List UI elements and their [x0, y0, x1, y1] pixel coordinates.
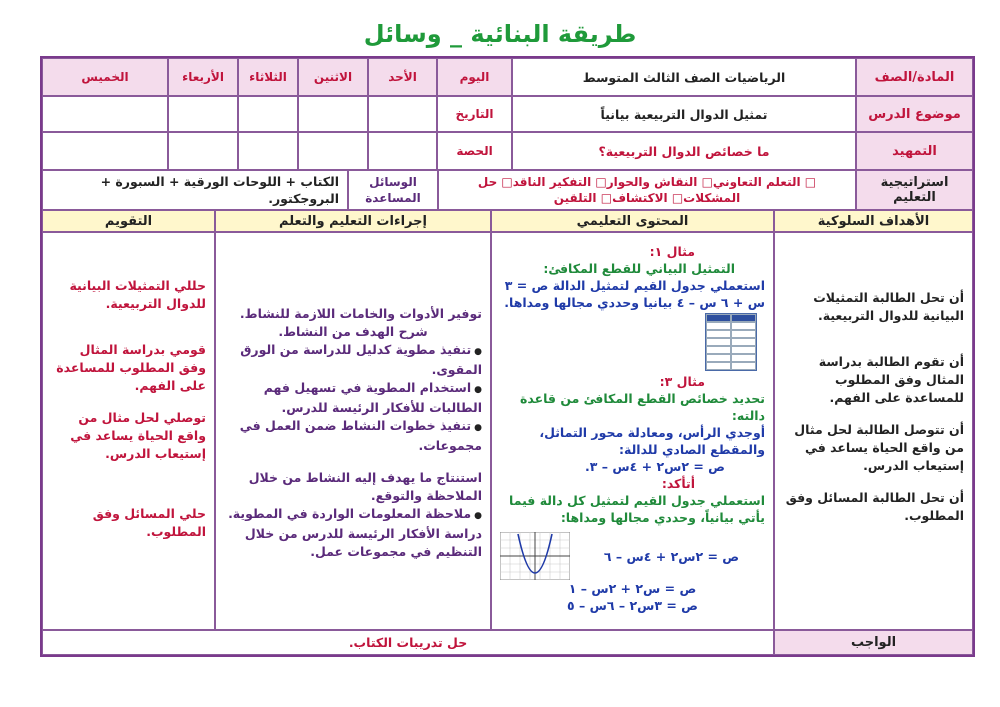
confirm-title: أتأكد: — [661, 476, 695, 491]
content-column — [491, 232, 774, 630]
evaluation-column — [42, 232, 215, 630]
procedure-bullet — [224, 505, 482, 525]
period-cell-wednesday[interactable] — [168, 132, 238, 170]
day-sunday: الأحد — [368, 58, 437, 96]
objective-item: أن تحل الطالبة المسائل وفق المطلوب. — [785, 490, 964, 523]
lesson-plan-sheet — [40, 56, 975, 657]
evaluation-item: حلي المسائل وفق المطلوب. — [92, 506, 206, 539]
procedure-bullet-text: ملاحظة المعلومات الواردة في المطوية. — [228, 506, 472, 521]
subject-label: المادة/الصف — [856, 58, 973, 96]
example1-title: مثال ١: — [649, 244, 695, 259]
confirm-text: استعملي جدول القيم لتمثيل كل دالة فيما يأتي بيانياً، وحددي مجالها ومداها: — [509, 493, 765, 525]
procedure-bullet-text: استخدام المطوية في تسهيل فهم الطالبات للأفكار الرئيسة للدرس. — [263, 380, 482, 415]
objective-item: أن تقوم الطالبة بدراسة المثال وفق المطلوب للمساعدة على الفهم. — [818, 354, 964, 405]
date-label: التاريخ — [437, 96, 512, 132]
day-thursday: الخميس — [42, 58, 168, 96]
aids-value: الكتاب + اللوحات الورقية + السبورة + البروجكتور. — [42, 170, 348, 210]
topic-label: موضوع الدرس — [856, 96, 973, 132]
example1-subtitle: التمثيل البياني للقطع المكافئ: — [543, 261, 735, 276]
col-procedures-header: إجراءات التعليم والتعلم — [215, 210, 491, 232]
confirm-equation-1: ص = ٢س٢ + ٤س – ٦ — [603, 549, 740, 564]
example3-title: مثال ٣: — [659, 374, 705, 389]
evaluation-item: حللي التمثيلات البيانية للدوال التربيعية. — [69, 278, 206, 311]
day-label: اليوم — [437, 58, 512, 96]
objective-item: أن تحل الطالبة التمثيلات البيانية للدوال التربيعية. — [813, 290, 964, 323]
topic-value: تمثيل الدوال التربيعية بيانياً — [512, 96, 856, 132]
strategy-label: استراتيجية التعليم — [856, 170, 973, 210]
subject-value: الرياضيات الصف الثالث المتوسط — [512, 58, 856, 96]
evaluation-item: توصلي لحل مثال من واقع الحياة يساعد في إستيعاب الدرس. — [70, 410, 206, 461]
homework-label: الواجب — [774, 630, 973, 655]
day-tuesday: الثلاثاء — [238, 58, 298, 96]
aids-label: الوسائل المساعدة — [348, 170, 438, 210]
objective-item: أن تتوصل الطالبة لحل مثال من واقع الحياة يساعد في إستيعاب الدرس. — [794, 422, 964, 473]
procedure-item: توفير الأدوات والخامات اللازمة للنشاط. — [239, 306, 482, 321]
procedure-bullet-text: تنفيذ مطوية كدليل للدراسة من الورق المقوى. — [240, 342, 482, 377]
date-cell-wednesday[interactable] — [168, 96, 238, 132]
day-wednesday: الأربعاء — [168, 58, 238, 96]
period-label: الحصة — [437, 132, 512, 170]
date-cell-monday[interactable] — [298, 96, 368, 132]
example3-subtitle: تحديد خصائص القطع المكافئ من قاعدة دالته: — [519, 391, 765, 423]
day-monday: الاثنين — [298, 58, 368, 96]
values-table-image — [705, 313, 757, 371]
strategy-value: □ التعلم التعاوني□ النقاش والحوار□ التفكير الناقد□ حل المشكلات□ الاكتشاف□ التلقين — [438, 170, 856, 210]
procedure-item: استنتاج ما يهدف إليه النشاط من خلال الملاحظة والتوقع. — [248, 470, 482, 503]
col-objectives-header: الأهداف السلوكية — [774, 210, 973, 232]
date-cell-tuesday[interactable] — [238, 96, 298, 132]
procedure-bullet — [224, 379, 482, 417]
homework-value: حل تدريبات الكتاب. — [42, 630, 774, 655]
example1-text: استعملي جدول القيم لتمثيل الدالة ص = ٣ س + ٦ س – ٤ بيانيا وحددي مجالها ومداها. — [504, 278, 765, 310]
procedure-bullet — [224, 341, 482, 379]
procedure-bullet-text: تنفيذ خطوات النشاط ضمن العمل في مجموعات. — [239, 418, 482, 453]
page-title: طريقة البنائية _ وسائل — [363, 20, 637, 48]
col-content-header: المحتوى التعليمي — [491, 210, 774, 232]
date-cell-thursday[interactable] — [42, 96, 168, 132]
evaluation-item: قومي بدراسة المثال وفق المطلوب للمساعدة على الفهم. — [56, 342, 206, 393]
procedure-bullet — [224, 417, 482, 455]
parabola-graph-image — [500, 532, 570, 580]
period-cell-monday[interactable] — [298, 132, 368, 170]
confirm-equation-2: ص = س٢ + ٢س – ١ — [568, 581, 697, 596]
period-cell-tuesday[interactable] — [238, 132, 298, 170]
date-cell-sunday[interactable] — [368, 96, 437, 132]
col-evaluation-header: التقويم — [42, 210, 215, 232]
period-cell-sunday[interactable] — [368, 132, 437, 170]
procedure-item: دراسة الأفكار الرئيسة للدرس من خلال التنظيم في مجموعات عمل. — [244, 526, 482, 559]
procedure-item: شرح الهدف من النشاط. — [278, 324, 428, 339]
intro-label: التمهيد — [856, 132, 973, 170]
procedures-column — [215, 232, 491, 630]
objectives-column — [774, 232, 973, 630]
example3-text: أوجدي الرأس، ومعادلة محور التماثل، والمقطع الصادي للدالة: — [539, 425, 765, 457]
confirm-equation-3: ص = ٣س٢ – ٦س – ٥ — [567, 598, 698, 613]
intro-value: ما خصائص الدوال التربيعية؟ — [512, 132, 856, 170]
period-cell-thursday[interactable] — [42, 132, 168, 170]
example3-equation: ص = ٢س٢ + ٤س – ٣. — [585, 459, 725, 474]
